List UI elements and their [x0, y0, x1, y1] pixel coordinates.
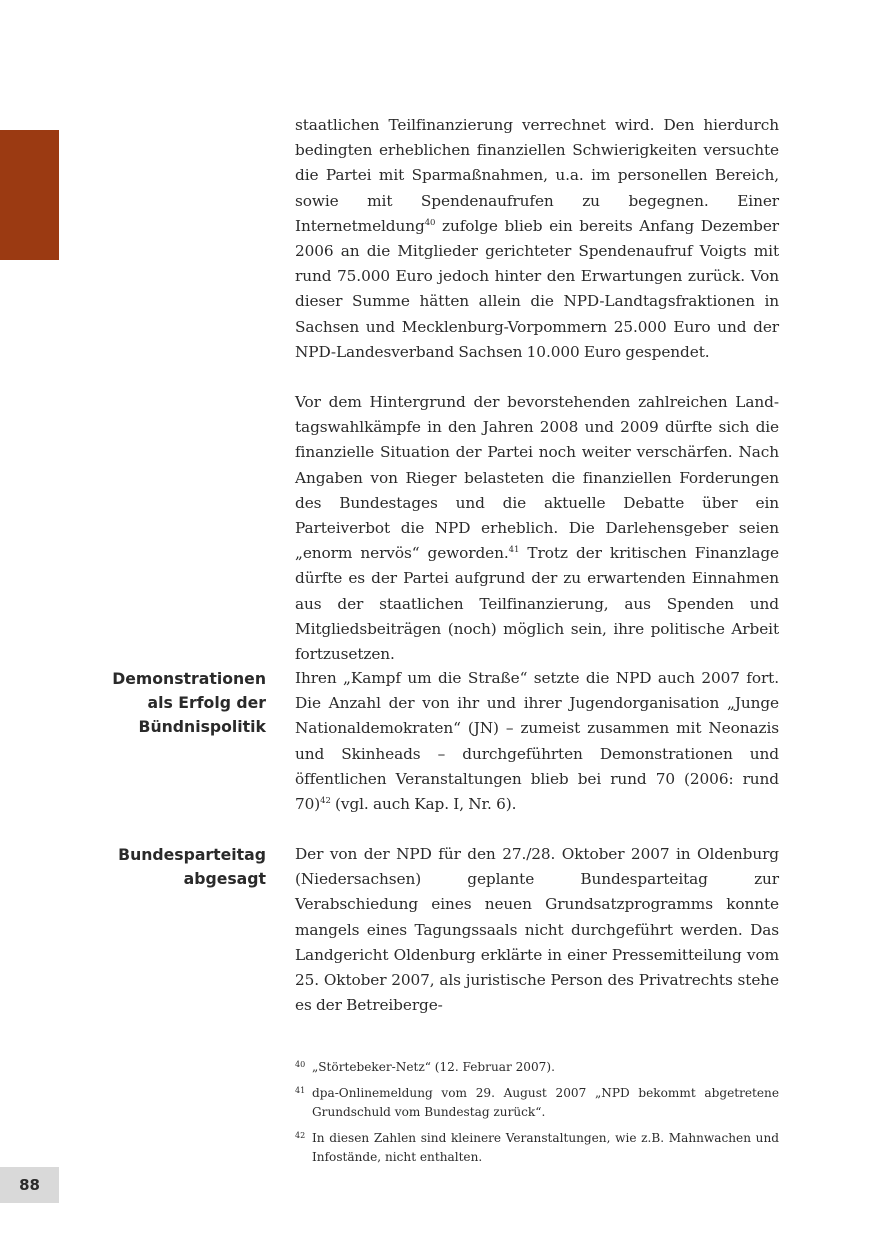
- footnote-number: 41: [295, 1086, 306, 1095]
- footnote: [295, 1058, 779, 1077]
- side-heading: Bundesparteitag abgesagt: [118, 845, 266, 888]
- footnotes: [295, 1058, 779, 1174]
- footnote-ref: 40: [424, 217, 436, 228]
- body-paragraph: staatlichen Teilfinanzierung verrechnet wird. Den hierdurch bedingten erheblichen finanziellen Schwierigkeiten versuchte die Partei mit Sparmaßnahmen, u.a. im personellen Bereich, sowie mit Spendenaufrufen zu begegnen. Einer Internetmeldung$^{40}$ zufolge blieb ein bereits Anfang Dezember 2006 an die Mitglieder gerichteter Spendenaufruf Voigts mit rund 75.000 Euro jedoch hinter den Erwartungen zurück. Von dieser Summe hätten allein die NPD-Landtagsfraktionen in Sachsen und Mecklenburg-Vorpommern 25.000 Euro und der NPD-Landesverband Sachsen 10.000 Euro gespendet.: [295, 116, 779, 361]
- footnote-number: 42: [295, 1131, 306, 1140]
- footnote-text: dpa-Onlinemeldung vom 29. August 2007 „NPD bekommt abgetretene Grundschuld vom Bundestag zurück“.: [312, 1086, 779, 1119]
- footnote-ref: 42: [320, 796, 331, 807]
- body-paragraph: Ihren „Kampf um die Straße“ setzte die NPD auch 2007 fort. Die Anzahl der von ihr und ihrer Jugendorganisation „Junge Nationaldemokraten“ (JN) – zumeist zusammen mit Neonazis und Skinheads – durchgeführten Demonstrationen und öffentlichen Veranstaltungen blieb bei rund 70 (2006: rund 70)$^{42}$ (vgl. auch Kap. I, Nr. 6).: [295, 669, 779, 814]
- footnote-ref: 41: [508, 545, 520, 556]
- chapter-tab-marker: [0, 130, 59, 260]
- body-paragraph: Der von der NPD für den 27./28. Oktober 2007 in Oldenburg (Niedersachsen) geplante Bundesparteitag zur Verabschiedung eines neuen Grundsatzprogramms konnte mangels eines Tagungssaals nicht durchgeführt werden. Das Landgericht Oldenburg erklärte in einer Pressemitteilung vom 25. Oktober 2007, als juristische Person des Privatrechts stehe es der Betreiberge-: [295, 845, 779, 1015]
- footnote-text: In diesen Zahlen sind kleinere Veranstaltungen, wie z.B. Mahnwachen und Infostände, nicht enthalten.: [312, 1131, 779, 1164]
- footnote-number: 40: [295, 1060, 306, 1069]
- side-heading: Demonstrationen als Erfolg der Bündnispolitik: [112, 669, 266, 736]
- footnote: [295, 1129, 779, 1167]
- footnote-text: „Störtebeker-Netz“ (12. Februar 2007).: [312, 1060, 555, 1074]
- page-number: 88: [0, 1167, 59, 1203]
- footnote: [295, 1084, 779, 1122]
- body-paragraph: Vor dem Hintergrund der bevorstehenden zahlreichen Landtagswahlkämpfe in den Jahren 2008 und 2009 dürfte sich die finanzielle Situation der Partei noch weiter verschärfen. Nach Angaben von Rieger belasteten die finanziellen Forderungen des Bundestages und die aktuelle Debatte über ein Parteiverbot die NPD erheblich. Die Darlehensgeber seien „enorm nervös“ geworden.$^{41}$ Trotz der kritischen Finanzlage dürfte es der Partei aufgrund der zu erwartenden Einnahmen aus der staatlichen Teilfinanzierung, aus Spenden und Mitgliedsbeiträgen (noch) möglich sein, ihre politische Arbeit fortzusetzen.: [295, 393, 779, 664]
